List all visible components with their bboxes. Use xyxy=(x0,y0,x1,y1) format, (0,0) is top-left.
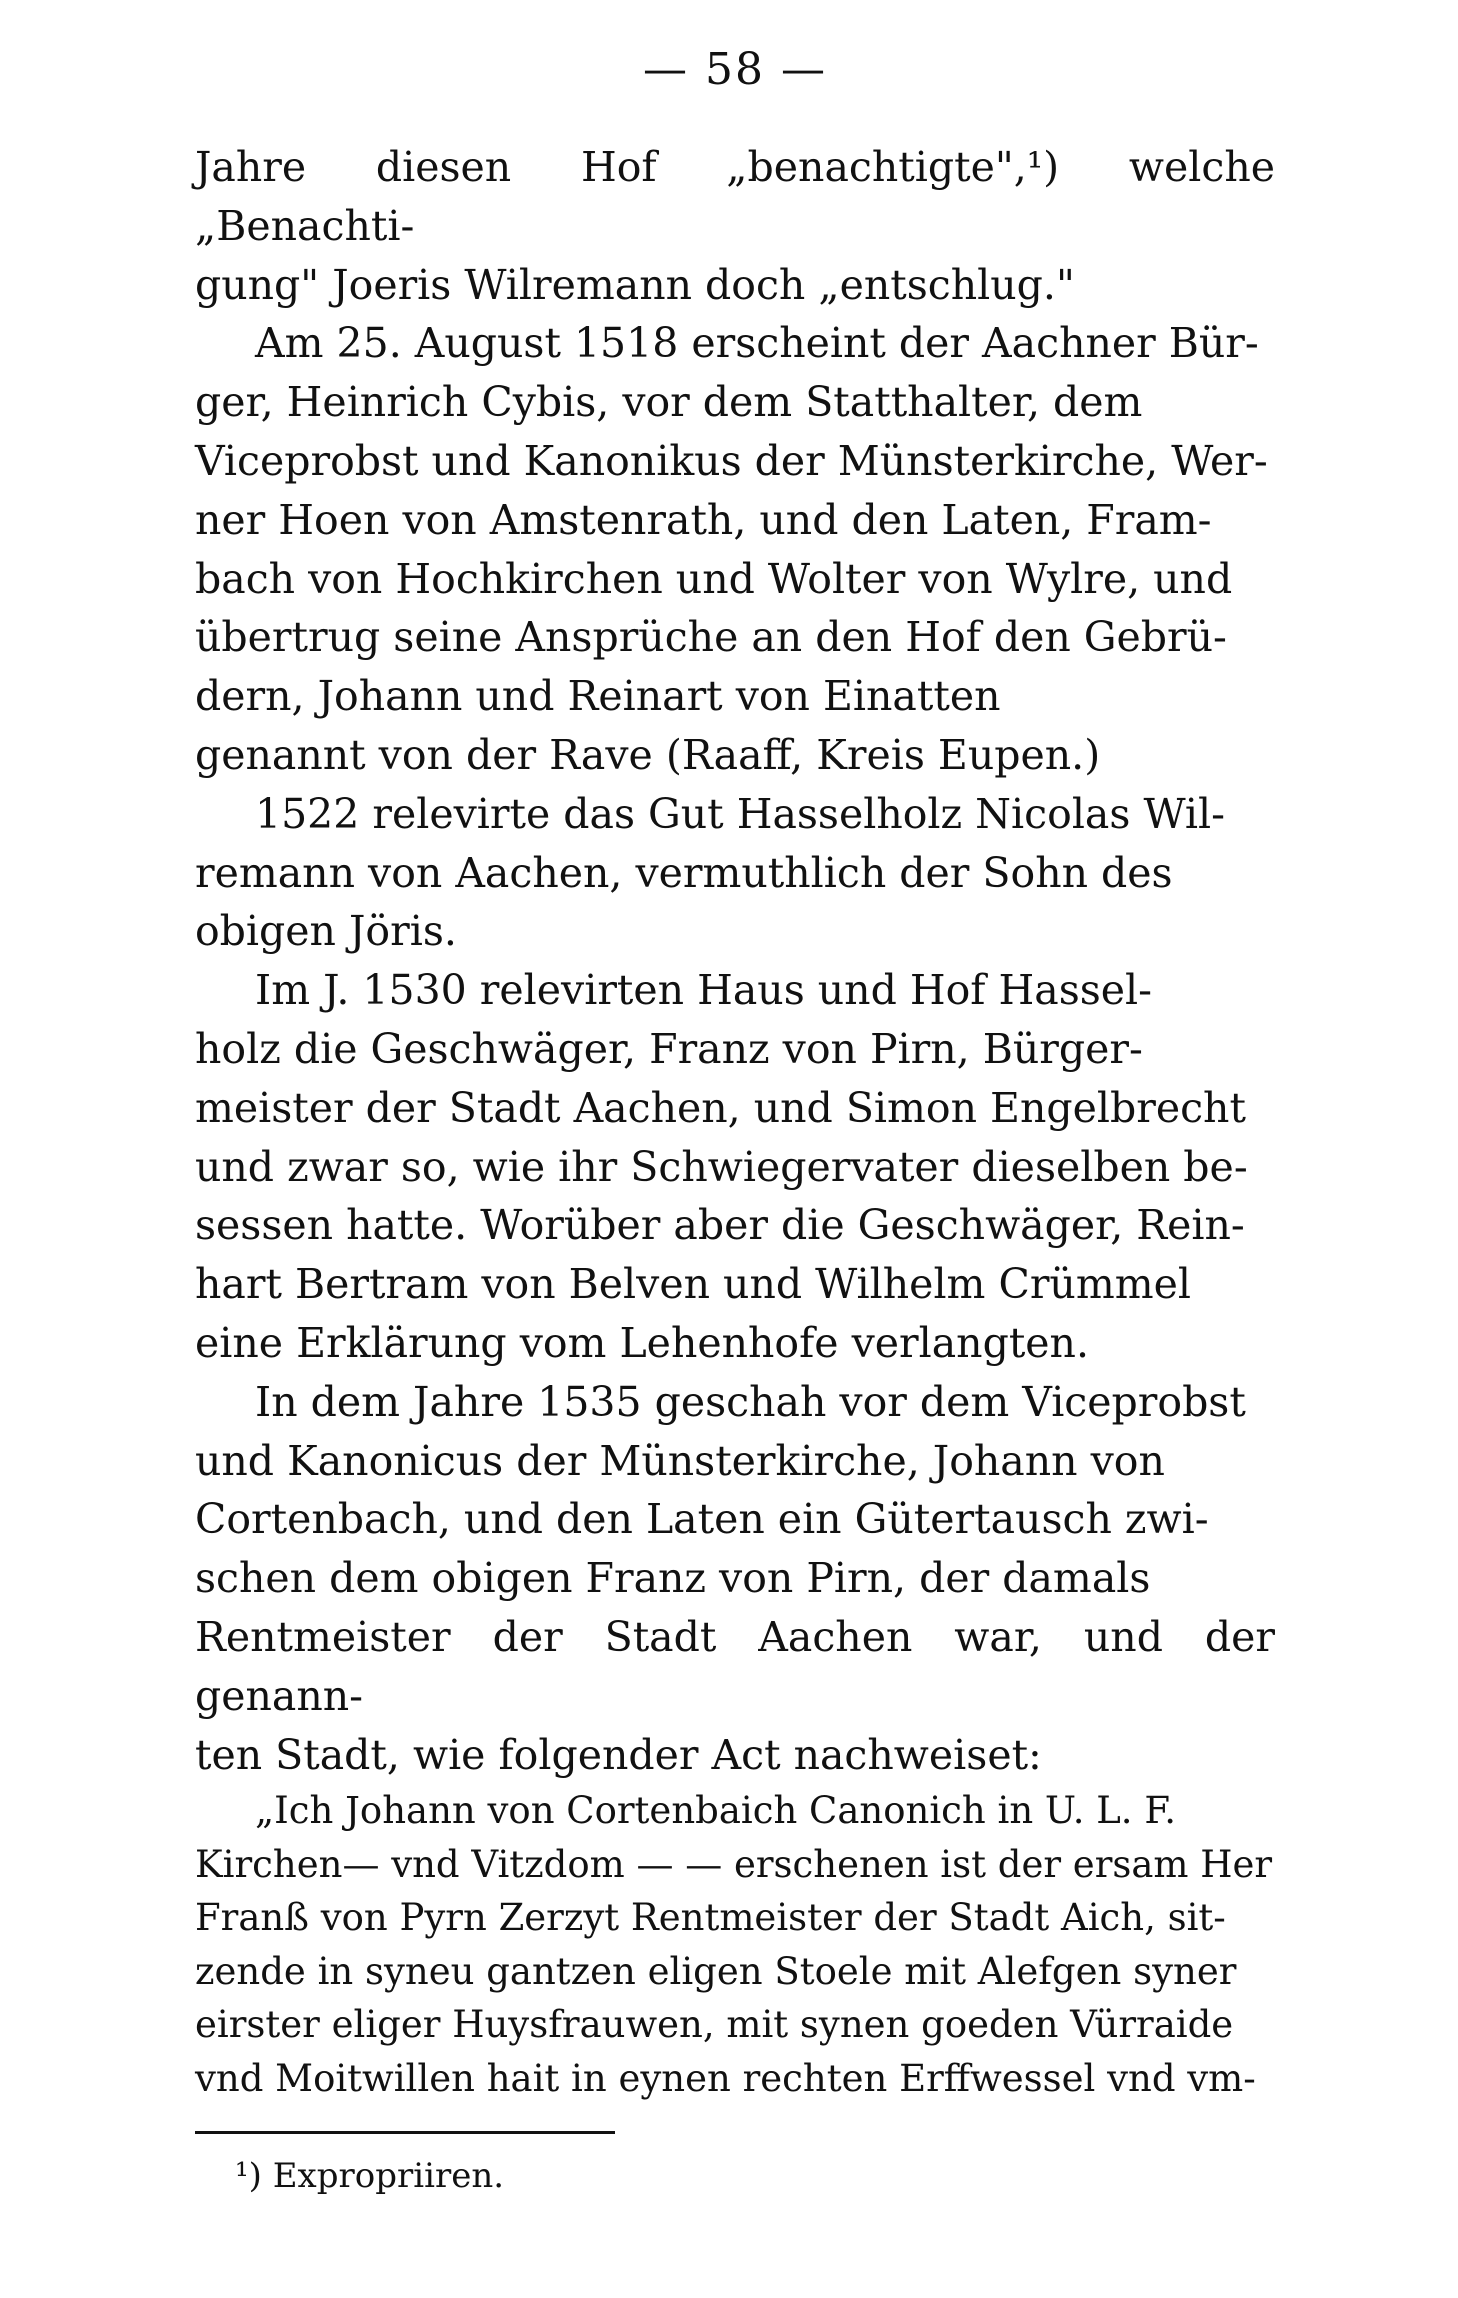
document-page xyxy=(195,40,1275,2240)
text-line: eine Erklärung vom Lehenhofe verlangten. xyxy=(195,1318,1089,1367)
text-line: und zwar so, wie ihr Schwiegervater dieselben be- xyxy=(195,1142,1248,1191)
paragraph-5 xyxy=(195,1373,1275,1785)
text-line: ten Stadt, wie folgender Act nachweiset: xyxy=(195,1730,1042,1779)
paragraph-2 xyxy=(195,314,1275,784)
text-line: obigen Jöris. xyxy=(195,907,457,956)
quote-line: eirster eliger Huysfrauwen, mit synen goeden Vürraide xyxy=(195,2003,1234,2047)
text-line: holz die Geschwäger, Franz von Pirn, Bürger- xyxy=(195,1024,1143,1073)
text-line: In dem Jahre 1535 geschah vor dem Viceprobst xyxy=(255,1377,1246,1426)
footnote-divider xyxy=(195,2131,615,2134)
text-line: Im J. 1530 relevirten Haus und Hof Hassel- xyxy=(255,966,1153,1015)
text-line: bach von Hochkirchen und Wolter von Wylre, und xyxy=(195,554,1233,603)
paragraph-3 xyxy=(195,785,1275,961)
text-line: Rentmeister der Stadt Aachen war, und der genann- xyxy=(195,1612,1275,1720)
text-line: Am 25. August 1518 erscheint der Aachner Bür- xyxy=(255,319,1259,368)
quote-line: Franß von Pyrn Zerzyt Rentmeister der Stadt Aich, sit- xyxy=(195,1896,1226,1940)
page-number: — 58 — xyxy=(643,44,827,95)
body-text xyxy=(195,138,1275,1784)
quote-line: vnd Moitwillen hait in eynen rechten Erffwessel vnd vm- xyxy=(195,2056,1256,2100)
text-line: Jahre diesen Hof „benachtigte",¹) welche „Benachti- xyxy=(195,143,1275,250)
text-line: 1522 relevirte das Gut Hasselholz Nicolas Wil- xyxy=(255,789,1225,838)
text-line: genannt von der Rave (Raaff, Kreis Eupen.) xyxy=(195,730,1101,779)
text-line: remann von Aachen, vermuthlich der Sohn des xyxy=(195,848,1173,897)
paragraph-4 xyxy=(195,961,1275,1373)
text-line: übertrug seine Ansprüche an den Hof den Gebrü- xyxy=(195,613,1227,662)
text-line: meister der Stadt Aachen, und Simon Engelbrecht xyxy=(195,1083,1246,1132)
quote-line: „Ich Johann von Cortenbaich Canonich in U. L. F. xyxy=(255,1789,1176,1833)
footnote-marker: ¹) xyxy=(235,2156,262,2197)
text-line: und Kanonicus der Münsterkirche, Johann von xyxy=(195,1436,1165,1485)
footnote xyxy=(195,2152,1275,2200)
text-line: Viceprobst und Kanonikus der Münsterkirche, Wer- xyxy=(195,436,1268,485)
quoted-document xyxy=(195,1784,1275,2105)
paragraph-1 xyxy=(195,138,1275,314)
text-line: gung" Joeris Wilremann doch „entschlug." xyxy=(195,260,1075,309)
text-line: Cortenbach, und den Laten ein Gütertausch zwi- xyxy=(195,1495,1209,1544)
text-line: ger, Heinrich Cybis, vor dem Statthalter, dem xyxy=(195,378,1143,427)
text-line: dern, Johann und Reinart von Einatten xyxy=(195,672,1001,721)
quote-line: zende in syneu gantzen eligen Stoele mit Alefgen syner xyxy=(195,1949,1237,1993)
text-line: ner Hoen von Amstenrath, und den Laten, Fram- xyxy=(195,495,1212,544)
text-line: sessen hatte. Worüber aber die Geschwäger, Rein- xyxy=(195,1201,1245,1250)
text-line: schen dem obigen Franz von Pirn, der damals xyxy=(195,1554,1151,1603)
quote-line: Kirchen— vnd Vitzdom — — erschenen ist der ersam Her xyxy=(195,1842,1273,1886)
text-line: hart Bertram von Belven und Wilhelm Crümmel xyxy=(195,1260,1191,1309)
footnote-text: Expropriiren. xyxy=(272,2156,505,2197)
